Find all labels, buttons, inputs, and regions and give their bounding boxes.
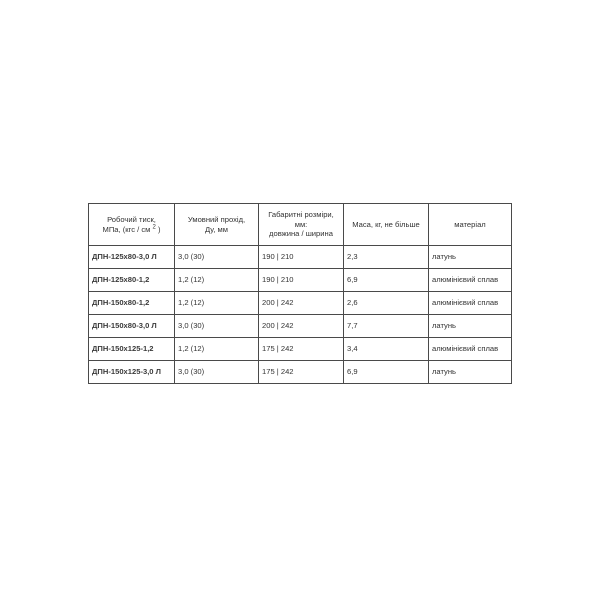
header-working-pressure-suffix: ): [157, 224, 161, 234]
header-working-pressure-line-1: Робочий тиск,: [107, 214, 156, 224]
cell-material: латунь: [429, 361, 512, 384]
header-working-pressure: [89, 204, 175, 246]
table-row: [89, 269, 512, 292]
header-row: [89, 204, 512, 246]
cell-diameter: 1,2 (12): [175, 338, 259, 361]
cell-dimensions: 190 | 210: [259, 269, 344, 292]
header-working-pressure-line-2: [92, 225, 171, 235]
cell-model: ДПН-150х80-3,0 Л: [89, 315, 175, 338]
cell-dimensions: 200 | 242: [259, 315, 344, 338]
cell-model: ДПН-125х80-3,0 Л: [89, 246, 175, 269]
cell-dimensions: 190 | 210: [259, 246, 344, 269]
specifications-table: [88, 203, 512, 384]
cell-material: алюмінієвий сплав: [429, 292, 512, 315]
table-row: [89, 315, 512, 338]
cell-model: ДПН-150х80-1,2: [89, 292, 175, 315]
cell-mass: 2,6: [344, 292, 429, 315]
table-body: [89, 246, 512, 384]
cell-mass: 7,7: [344, 315, 429, 338]
table-row: [89, 361, 512, 384]
cell-diameter: 3,0 (30): [175, 315, 259, 338]
cell-dimensions: 200 | 242: [259, 292, 344, 315]
header-nominal-bore-line-2: Ду, мм: [204, 224, 228, 234]
cell-mass: 3,4: [344, 338, 429, 361]
cell-dimensions: 175 | 242: [259, 338, 344, 361]
header-overall-dimensions-line-2: мм:: [294, 219, 308, 229]
table-row: [89, 292, 512, 315]
cell-material: алюмінієвий сплав: [429, 269, 512, 292]
cell-model: ДПН-125х80-1,2: [89, 269, 175, 292]
table-header: [89, 204, 512, 246]
header-material-line-1: матеріал: [454, 219, 486, 229]
header-mass-line-1: Маса, кг, не більше: [352, 219, 420, 229]
cell-dimensions: 175 | 242: [259, 361, 344, 384]
header-nominal-bore: [175, 204, 259, 246]
cell-material: алюмінієвий сплав: [429, 338, 512, 361]
header-mass: [344, 204, 429, 246]
table-row: [89, 246, 512, 269]
cell-material: латунь: [429, 315, 512, 338]
cell-mass: 6,9: [344, 269, 429, 292]
cell-mass: 6,9: [344, 361, 429, 384]
cell-diameter: 1,2 (12): [175, 269, 259, 292]
cell-diameter: 1,2 (12): [175, 292, 259, 315]
header-overall-dimensions-line-3: довжина / ширина: [269, 229, 333, 239]
header-nominal-bore-line-1: Умовний прохід,: [187, 214, 246, 224]
cell-diameter: 3,0 (30): [175, 246, 259, 269]
cell-model: ДПН-150х125-3,0 Л: [89, 361, 175, 384]
header-overall-dimensions: [259, 204, 344, 246]
header-material: [429, 204, 512, 246]
header-working-pressure-superscript: 2: [152, 223, 156, 230]
table-row: [89, 338, 512, 361]
cell-mass: 2,3: [344, 246, 429, 269]
header-overall-dimensions-line-1: Габаритні розміри,: [268, 209, 334, 219]
cell-diameter: 3,0 (30): [175, 361, 259, 384]
header-working-pressure-unit: МПа, (кгс / см: [102, 224, 151, 234]
cell-material: латунь: [429, 246, 512, 269]
cell-model: ДПН-150х125-1,2: [89, 338, 175, 361]
